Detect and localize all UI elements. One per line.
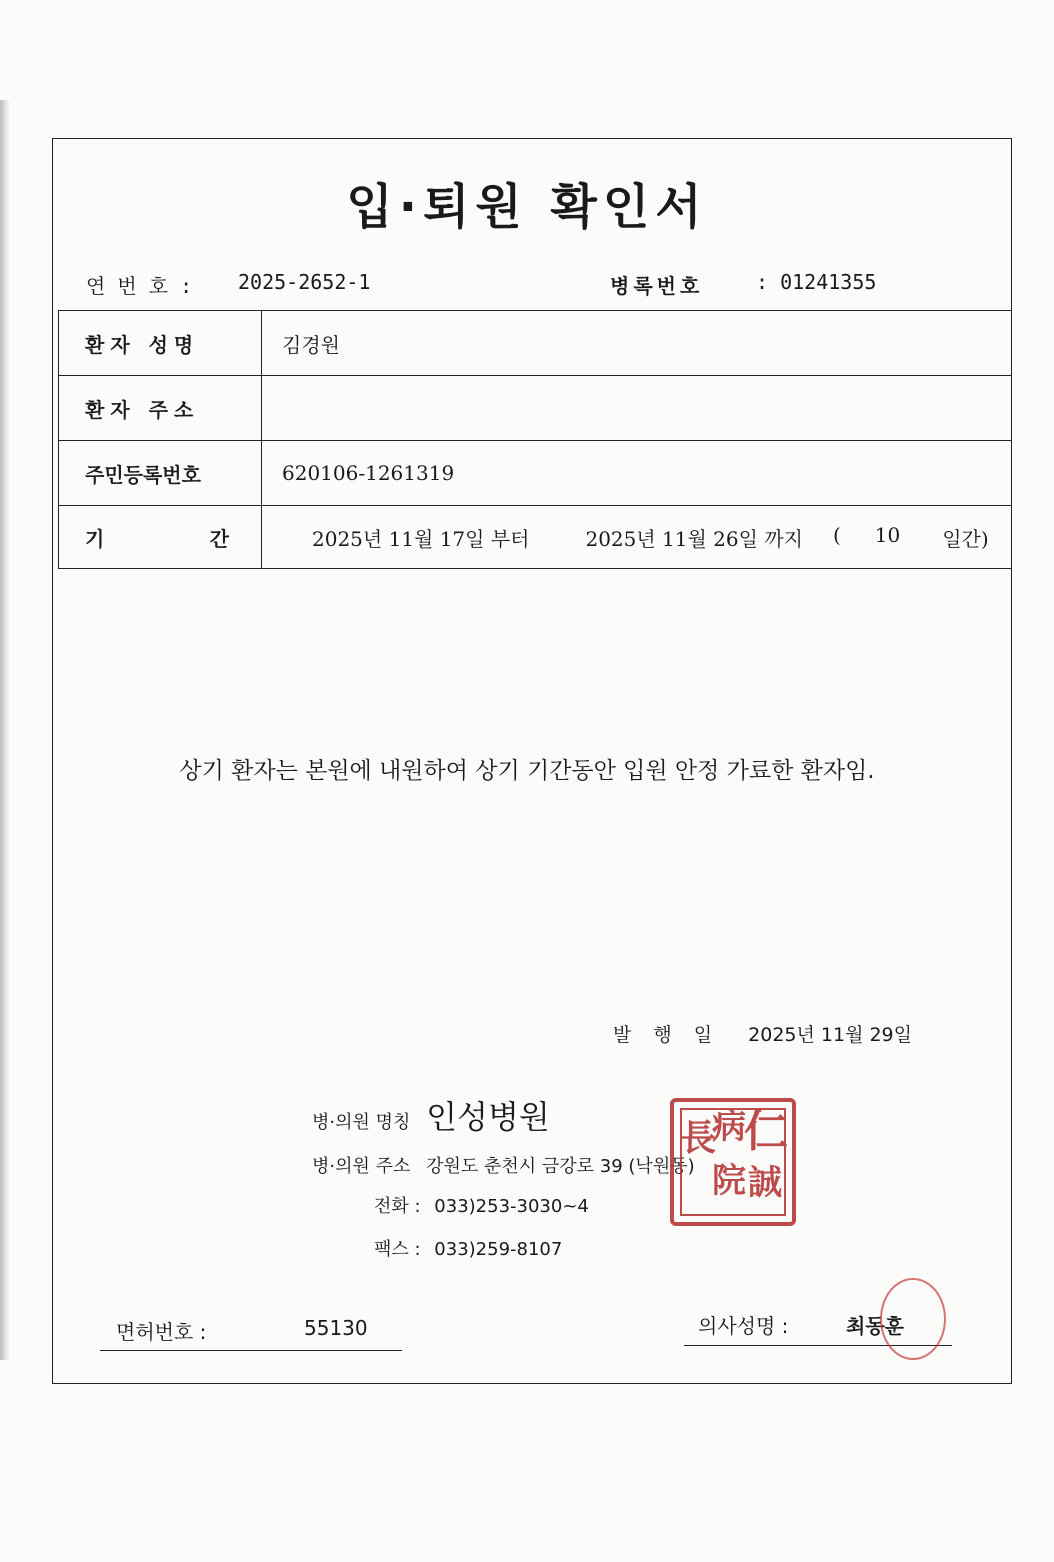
table-row: [59, 311, 1012, 376]
fax-value: 033)259-8107: [434, 1239, 563, 1260]
hospital-phone-row: [374, 1192, 589, 1218]
hospital-fax-row: [374, 1235, 562, 1261]
patient-info-table: [58, 310, 1012, 569]
table-row: [59, 506, 1012, 569]
period-label: [59, 506, 262, 569]
name-label: 환자 성명: [59, 311, 262, 376]
hospital-name: 인성병원: [426, 1098, 550, 1136]
period-days: 10: [874, 522, 901, 547]
hospital-address-label: 병·의원 주소: [312, 1156, 411, 1177]
hospital-address-row: [312, 1152, 695, 1178]
serial-label: 연 번 호 :: [86, 274, 193, 298]
license-label: 면허번호 :: [116, 1320, 207, 1344]
seal-char: 院: [712, 1161, 746, 1201]
id-value: 620106-1261319: [262, 441, 1012, 506]
id-label: 주민등록번호: [59, 441, 262, 506]
hospital-name-label: 병·의원 명칭: [312, 1112, 411, 1133]
scan-edge: [0, 100, 10, 1360]
license-underline: [100, 1350, 402, 1351]
issue-date: [613, 1020, 912, 1047]
period-from: 2025년 11월 17일 부터: [312, 526, 530, 551]
document-title: 입·퇴원 확인서: [346, 179, 708, 235]
hospital-address: 강원도 춘천시 금강로 39 (낙원동): [426, 1156, 695, 1177]
period-value: [262, 506, 1012, 569]
issue-value: 2025년 11월 29일: [748, 1024, 912, 1046]
record-label: 병록번호: [610, 274, 704, 298]
license-value: 55130: [304, 1316, 368, 1340]
fax-label: 팩스 :: [374, 1239, 421, 1260]
doctor-value: 최동훈: [846, 1314, 904, 1338]
phone-label: 전화 :: [374, 1196, 421, 1217]
address-label: 환자 주소: [59, 376, 262, 441]
phone-value: 033)253-3030~4: [434, 1196, 589, 1217]
hospital-seal-stamp: [670, 1098, 796, 1226]
period-label-b: 간: [209, 526, 235, 551]
seal-char: 誠: [748, 1163, 782, 1203]
doctor-seal-icon: [880, 1278, 946, 1360]
table-row: [59, 441, 1012, 506]
name-value: 김경원: [262, 311, 1012, 376]
serial-value: 2025-2652-1: [238, 270, 371, 294]
issue-label: 발 행 일: [612, 1024, 721, 1046]
address-value: [262, 376, 1012, 441]
period-days-unit: 일간): [942, 526, 989, 551]
seal-char: 病: [712, 1107, 746, 1147]
doctor-label: 의사성명 :: [698, 1314, 789, 1338]
hospital-name-row: [312, 1092, 550, 1138]
seal-char: 長: [680, 1117, 717, 1159]
period-to: 2025년 11월 26일 까지: [585, 526, 803, 551]
period-label-a: 기: [85, 526, 111, 551]
period-open-paren: (: [832, 522, 841, 547]
record-value: : 01241355: [756, 270, 877, 294]
table-row: [59, 376, 1012, 441]
seal-char: 仁: [744, 1106, 788, 1157]
statement-text: 상기 환자는 본원에 내원하여 상기 기간동안 입원 안정 가료한 환자임.: [179, 758, 875, 784]
